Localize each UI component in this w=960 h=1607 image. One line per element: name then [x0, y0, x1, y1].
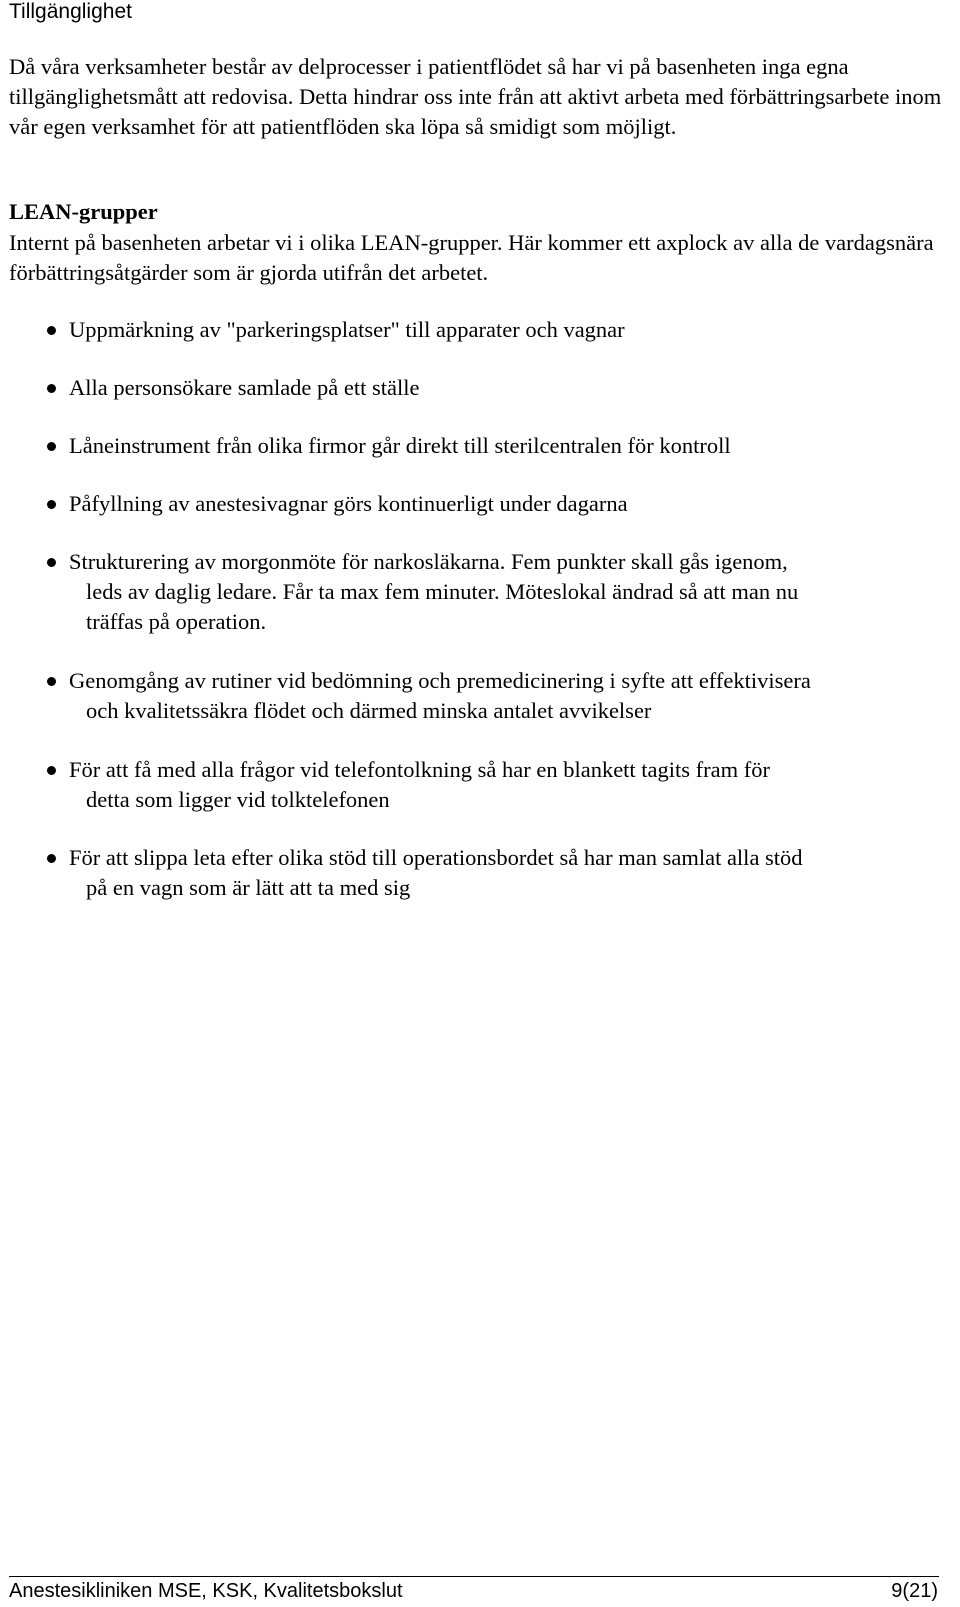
list-item-text: [69, 547, 942, 637]
list-item-line: Strukturering av morgonmöte för narkosläkarna. Fem punkter skall gås igenom,: [69, 549, 788, 574]
footer-document-title: Anestesikliniken MSE, KSK, Kvalitetsbokslut: [9, 1580, 403, 1602]
list-item-line: leds av daglig ledare. Får ta max fem minuter. Möteslokal ändrad så att man nu: [86, 579, 799, 604]
list-item-text: [69, 431, 942, 461]
list-item: [47, 315, 942, 345]
list-item-text: [69, 489, 942, 519]
list-item-line: träffas på operation.: [86, 609, 267, 634]
list-item-text: [69, 315, 942, 345]
list-item-line: och kvalitetssäkra flödet och därmed minska antalet avvikelser: [86, 698, 652, 723]
list-item: [47, 547, 942, 637]
list-item: [47, 843, 942, 903]
bullet-dot-icon: [47, 558, 56, 567]
list-item: [47, 489, 942, 519]
lean-heading: LEAN-grupper: [9, 199, 158, 224]
bullet-dot-icon: [47, 442, 56, 451]
list-item-text: [69, 843, 942, 903]
bullet-dot-icon: [47, 766, 56, 775]
list-item-line: Påfyllning av anestesivagnar görs kontinuerligt under dagarna: [69, 491, 628, 516]
list-item: [47, 666, 942, 726]
list-item-line: Genomgång av rutiner vid bedömning och premedicinering i syfte att effektivisera: [69, 668, 811, 693]
bullet-dot-icon: [47, 384, 56, 393]
bullet-dot-icon: [47, 677, 56, 686]
list-item: [47, 755, 942, 815]
list-item-line: detta som ligger vid tolktelefonen: [86, 787, 390, 812]
lean-paragraph: Internt på basenheten arbetar vi i olika LEAN-grupper. Här kommer ett axplock av alla de vardagsnära förbättringsåtgärder som är gjorda utifrån det arbetet.: [9, 230, 934, 285]
list-item-line: För att få med alla frågor vid telefontolkning så har en blankett tagits fram för: [69, 757, 771, 782]
list-item: [47, 431, 942, 461]
list-item-line: på en vagn som är lätt att ta med sig: [86, 875, 411, 900]
bullet-dot-icon: [47, 854, 56, 863]
list-item-line: Låneinstrument från olika firmor går direkt till sterilcentralen för kontroll: [69, 433, 731, 458]
list-item-line: Alla personsökare samlade på ett ställe: [69, 375, 420, 400]
bullet-dot-icon: [47, 500, 56, 509]
list-item-text: [69, 373, 942, 403]
footer-divider: [9, 1576, 939, 1577]
section-heading: Tillgänglighet: [9, 0, 132, 23]
list-item: [47, 373, 942, 403]
list-item-line: Uppmärkning av "parkeringsplatser" till apparater och vagnar: [69, 317, 625, 342]
list-item-text: [69, 666, 942, 726]
footer-page-number: 9(21): [891, 1580, 938, 1602]
intro-paragraph: Då våra verksamheter består av delprocesser i patientflödet så har vi på basenheten inga egna tillgänglighetsmått att redovisa. Detta hindrar oss inte från att aktivt arbeta med förbättringsarbete inom vår egen verksamhet för att patientflöden ska löpa så smidigt som möjligt.: [9, 54, 942, 139]
bullet-dot-icon: [47, 326, 56, 335]
list-item-text: [69, 755, 942, 815]
list-item-line: För att slippa leta efter olika stöd till operationsbordet så har man samlat alla stöd: [69, 845, 803, 870]
